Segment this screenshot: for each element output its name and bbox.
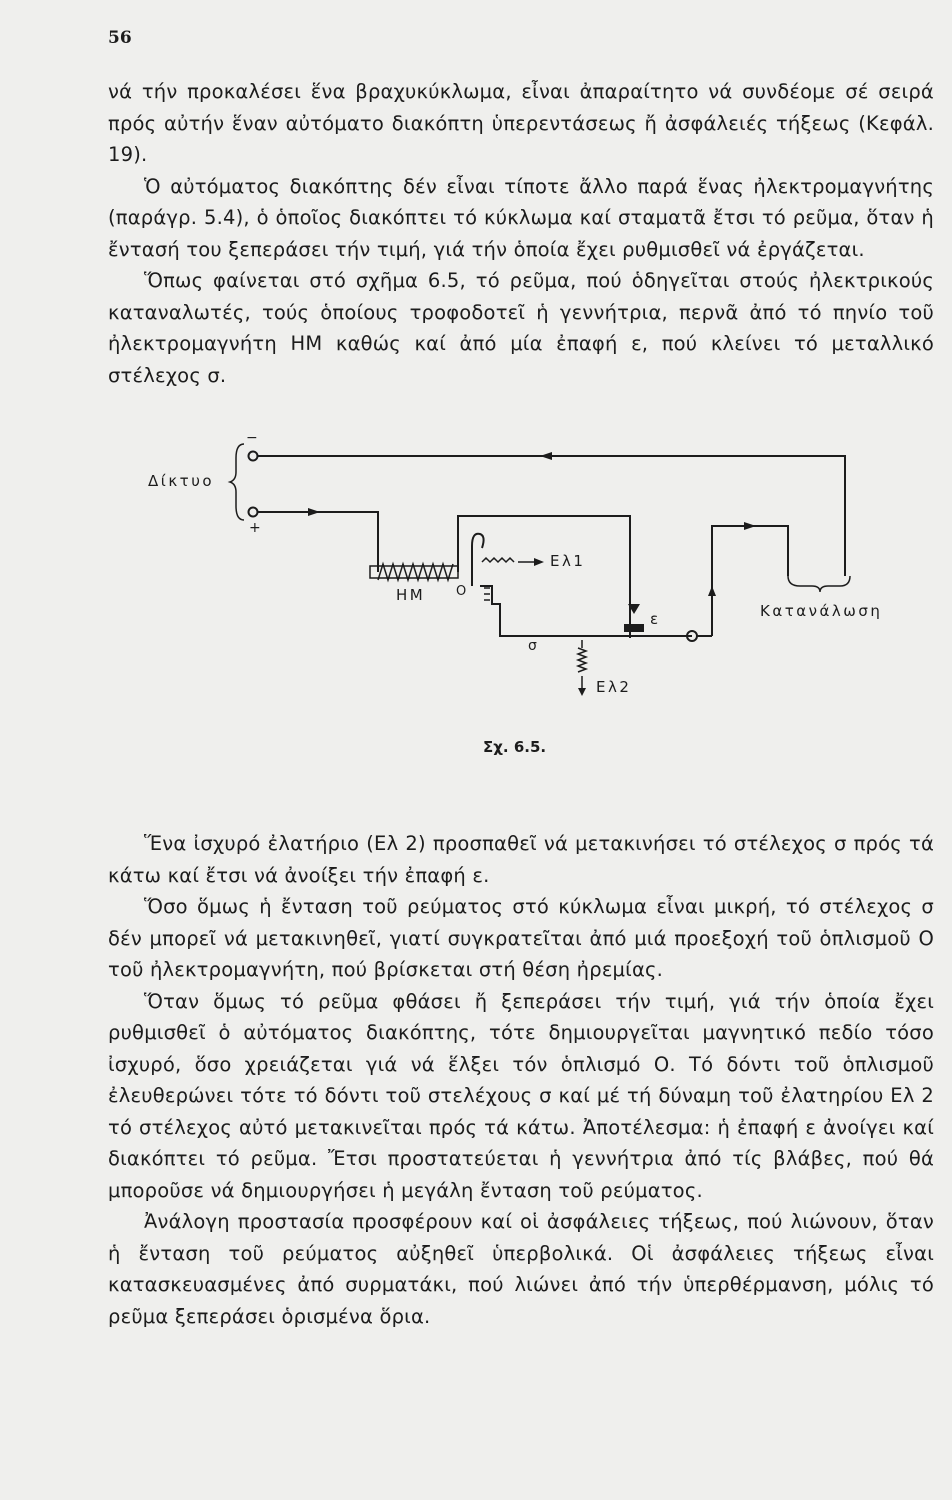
paragraph: Ὅταν ὅμως τό ρεῦμα φθάσει ἤ ξεπεράσει τήν τιμή, γιά τήν ὁποία ἔχει ρυθμισθεῖ ὁ αὐτόματος διακόπτης, τότε δημιουργεῖται μαγνητικό πεδίο τόσο ἰσχυρό, ὅσο χρειάζεται γιά νά ἕλξει τόν ὁπλισμό Ο. Τό δόντι τοῦ ὁπλισμοῦ ἐλευθερώνει τότε τό δόντι τοῦ στελέχους σ καί μέ τή δύναμη τοῦ ἐλατηρίου Ελ 2 τό στέλεχος αὐτό μετακινεῖται πρός τά κάτω. Ἀποτέλεσμα: ἡ ἐπαφή ε ἀνοίγει καί διακόπτει τό ρεῦμα. Ἔτσι προστατεύεται ἡ γεννήτρια ἀπό τίς βλάβες, πού θά μποροῦσε νά δημιουργήσει ἡ μεγάλη ἔνταση τοῦ ρεύματος.	[108, 989, 934, 1202]
arrow-right-icon	[744, 522, 756, 530]
arrow-up-icon	[708, 586, 716, 596]
label-contact: ε	[650, 610, 661, 628]
figure-circuit	[140, 430, 930, 766]
text-block-top	[108, 76, 934, 391]
circuit-diagram	[140, 436, 930, 766]
label-plus: +	[249, 520, 264, 536]
paragraph: Ἀνάλογη προστασία προσφέρουν καί οἱ ἀσφάλειες τήξεως, πού λιώνουν, ὅταν ἡ ἔνταση τοῦ ρεύματος αὐξηθεῖ ὑπερβολικά. Οἱ ἀσφάλειες τήξεως εἶναι κατασκευασμένες ἀπό συρματάκι, πού λιώνει ἀπό τήν ὑπερθέρμανση, μόλις τό ρεῦμα ξεπεράσει ὁρισμένα ὅρια.	[108, 1210, 934, 1328]
label-spring-2: Ελ2	[596, 678, 632, 696]
consumption-brace	[788, 576, 850, 592]
label-electromagnet: ΗΜ	[396, 586, 426, 604]
figure-caption: Σχ. 6.5.	[483, 738, 547, 756]
arrow-right-icon	[534, 558, 544, 566]
arrow-left-icon	[540, 452, 552, 460]
feed-wire	[258, 512, 378, 572]
label-stem: σ	[528, 638, 540, 654]
paragraph: νά τήν προκαλέσει ἕνα βραχυκύκλωμα, εἶναι ἀπαραίτητο νά συνδέομε σέ σειρά πρός αὐτήν ἕναν αὐτόματο διακόπτη ὑπερεντάσεως ἤ ἀσφάλειές τήξεως (Κεφάλ. 19).	[108, 80, 934, 166]
page-number: 56	[108, 28, 132, 48]
arrow-right-icon	[308, 508, 320, 516]
stem-teeth	[484, 588, 490, 600]
coil-output-wire	[458, 516, 630, 638]
label-minus: −	[246, 430, 261, 446]
paragraph: Ὅσο ὅμως ἡ ἔνταση τοῦ ρεύματος στό κύκλωμα εἶναι μικρή, τό στέλεχος σ δέν μπορεῖ νά μετακινηθεῖ, γιατί συγκρατεῖται ἀπό μιά προεξοχή τοῦ ὁπλισμοῦ Ο τοῦ ἠλεκτρομαγνήτη, πού βρίσκεται στή θέση ἠρεμίας.	[108, 895, 934, 981]
terminal-plus	[249, 508, 258, 517]
text-block-bottom	[108, 828, 934, 1332]
arrow-down-icon	[578, 688, 586, 696]
spring-2	[578, 648, 586, 672]
return-wire	[258, 456, 845, 496]
network-brace	[230, 444, 244, 520]
armature	[472, 534, 484, 586]
label-armature: Ο	[456, 584, 469, 599]
paragraph: Ἕνα ἰσχυρό ἐλατήριο (Ελ 2) προσπαθεῖ νά μετακινήσει τό στέλεχος σ πρός τά κάτω καί ἔτσι νά ἀνοίξει τήν ἐπαφή ε.	[108, 832, 934, 887]
label-spring-1: Ελ1	[550, 552, 586, 570]
spring-1	[482, 558, 514, 562]
label-network: Δίκτυο	[148, 472, 215, 490]
label-consumption: Κατανάλωση	[760, 602, 883, 620]
paragraph: Ὁ αὐτόματος διακόπτης δέν εἶναι τίποτε ἄλλο παρά ἕνας ἠλεκτρομαγνήτης (παράγρ. 5.4), ὁ ὁποῖος διακόπτει τό κύκλωμα καί σταματᾶ ἔτσι τό ρεῦμα, ὅταν ἡ ἔντασή του ξεπεράσει τήν τιμή, γιά τήν ὁποία ἔχει ρυθμισθεῖ νά ἐργάζεται.	[108, 174, 934, 261]
contact-block	[624, 624, 644, 632]
terminal-minus	[249, 452, 258, 461]
paragraph: Ὅπως φαίνεται στό σχῆμα 6.5, τό ρεῦμα, πού ὁδηγεῖται στούς ἠλεκτρικούς καταναλωτές, τούς ὁποίους τροφοδοτεῖ ἡ γεννήτρια, περνᾶ ἀπό τό πηνίο τοῦ ἠλεκτρομαγνήτη ΗΜ καθώς καί ἀπό μία ἐπαφή ε, πού κλείνει τό μεταλλικό στέλεχος σ.	[108, 269, 934, 387]
